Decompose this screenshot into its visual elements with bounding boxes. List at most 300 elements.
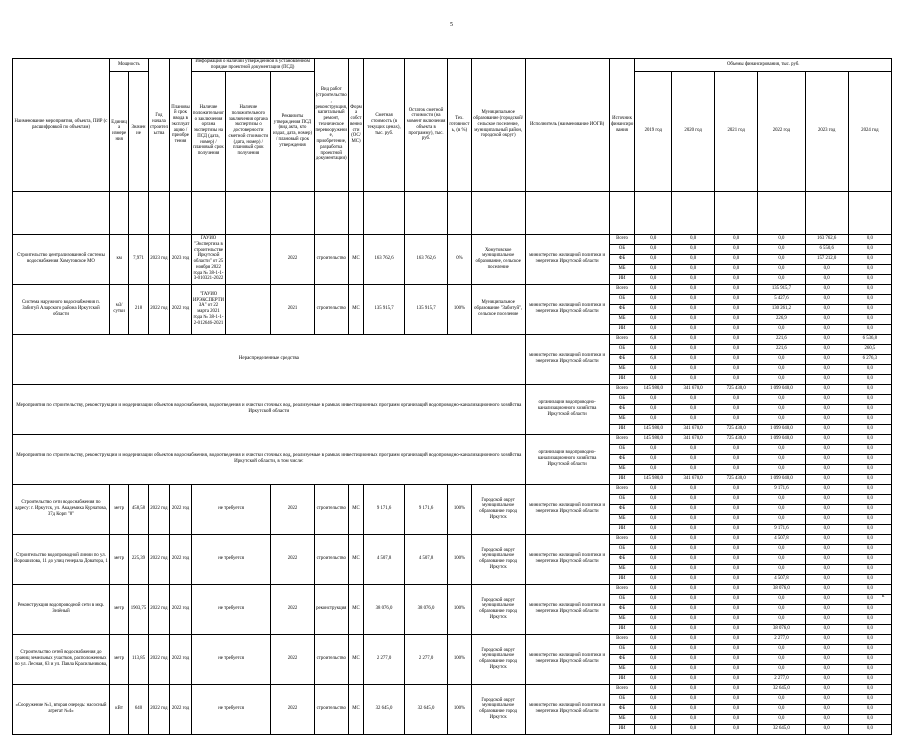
source-code: ИИ [609, 624, 635, 634]
source-code: ФБ [609, 304, 635, 314]
source-code: МБ [609, 264, 635, 274]
object-psd-approval: 2022 [271, 634, 314, 684]
source-code: ИИ [609, 424, 635, 434]
funding-value: 0,0 [715, 654, 758, 664]
funding-value: 0,0 [715, 514, 758, 524]
funding-value: 0,0 [715, 234, 758, 244]
funding-value: 2 277,0 [758, 674, 805, 684]
funding-value: 0,0 [848, 444, 891, 454]
funding-value: 0,0 [672, 494, 715, 504]
funding-value: 0,0 [848, 524, 891, 534]
funding-value: 6 550,6 [805, 244, 848, 254]
funding-value: 0,0 [715, 604, 758, 614]
funding-value: 0,0 [848, 394, 891, 404]
funding-value: 0,0 [805, 594, 848, 604]
funding-value: 0,0 [715, 624, 758, 634]
funding-value: 0,0 [848, 644, 891, 654]
object-executor: министерство жилищной политики и энергетики Иркутской области [525, 684, 609, 734]
object-executor: министерство жилищной политики и энергетики Иркутской области [525, 484, 609, 534]
funding-value: 4 507,8 [758, 534, 805, 544]
col-capacity: Мощность [109, 59, 148, 72]
funding-value: 0,0 [672, 594, 715, 604]
funding-value: 0,0 [848, 484, 891, 494]
funding-value: 0,0 [715, 554, 758, 564]
funding-value: 0,0 [672, 334, 715, 344]
funding-value: 163 762,6 [805, 234, 848, 244]
funding-value: 0,0 [672, 404, 715, 414]
funding-value: 0,0 [848, 284, 891, 294]
table-row [13, 434, 892, 444]
object-readiness: 100% [448, 684, 472, 734]
object-municipality: Городской округ муниципальное образование город Иркутск [471, 684, 525, 734]
funding-table-sheet [12, 58, 892, 735]
funding-value: 0,0 [635, 524, 672, 534]
object-psd-expertise: не требуется [191, 634, 271, 684]
object-estimate: 9 171,6 [364, 484, 405, 534]
funding-value: 0,0 [672, 514, 715, 524]
source-code: ФБ [609, 654, 635, 664]
col-psd-approval: Реквизиты утверждения ПСД (вид акта, кто издал, дата, номер) / плановый срок утверждения [271, 71, 314, 191]
funding-value: 0,0 [672, 504, 715, 514]
object-end-year: 2022 год [170, 584, 192, 634]
funding-value: 9 171,6 [758, 484, 805, 494]
object-name: Система наружного водоснабжения п. Забитуй Аларского района Иркутской области [13, 284, 110, 334]
source-code: Всего [609, 684, 635, 694]
funding-value: 0,0 [848, 564, 891, 574]
funding-value: 0,0 [635, 604, 672, 614]
funding-value: 0,0 [672, 664, 715, 674]
col-work-type: Вид работ (строительство, реконструкция, капитальный ремонт, техническое перевооружение, приобретение, разработка проектной документации) [314, 59, 348, 192]
funding-value: 0,0 [635, 664, 672, 674]
funding-value: 0,0 [672, 564, 715, 574]
funding-value: 0,0 [848, 694, 891, 704]
funding-value: 0,0 [715, 564, 758, 574]
col-name: Наименование мероприятия, объекта, ПИР (с расшифровкой по объектам) [13, 59, 110, 192]
funding-value: 0,0 [635, 654, 672, 664]
object-name: Строительство водопроводной линии по ул. Ворошилова, 11 до улиц генерала Доватора, 1 [13, 534, 110, 584]
funding-value: 260,5 [848, 344, 891, 354]
funding-value: 0,0 [635, 504, 672, 514]
funding-value: 0,0 [805, 704, 848, 714]
object-estimate: 4 507,8 [364, 534, 405, 584]
col-plan-year: Плановый срок ввода в эксплуатацию / приобретения [170, 59, 192, 192]
object-psd-approval: 2022 [271, 484, 314, 534]
group-executor: организации водопроводно-канализационного хозяйства Иркутской области [525, 384, 609, 434]
object-executor: министерство жилищной политики и энергетики Иркутской области [525, 234, 609, 284]
funding-value: 0,0 [848, 464, 891, 474]
funding-value: 0,0 [635, 644, 672, 654]
funding-value: 0,0 [635, 364, 672, 374]
funding-value: 0,0 [805, 324, 848, 334]
source-code: Всего [609, 434, 635, 444]
funding-value: 0,0 [805, 664, 848, 674]
funding-value: 725 430,0 [715, 384, 758, 394]
funding-value: 0,0 [805, 314, 848, 324]
funding-value: 0,0 [805, 564, 848, 574]
funding-value: 0,0 [848, 474, 891, 484]
object-municipality: Городской округ муниципальное образование город Иркутск [471, 484, 525, 534]
funding-value: 0,0 [805, 404, 848, 414]
funding-value: 0,0 [672, 374, 715, 384]
funding-value: 0,0 [672, 484, 715, 494]
funding-value: 0,0 [758, 234, 805, 244]
funding-value: 0,0 [848, 234, 891, 244]
funding-value: 9 171,6 [758, 524, 805, 534]
funding-value: 0,0 [848, 684, 891, 694]
source-code: ИИ [609, 274, 635, 284]
source-code: МБ [609, 514, 635, 524]
funding-value: 0,0 [672, 614, 715, 624]
object-end-year: 2023 год [170, 234, 192, 284]
object-psd-approval: 2022 [271, 234, 314, 284]
object-executor: министерство жилищной политики и энергетики Иркутской области [525, 534, 609, 584]
object-psd-expertise: не требуется [191, 684, 271, 734]
funding-value: 0,0 [635, 494, 672, 504]
funding-value: 0,0 [715, 494, 758, 504]
object-municipality: Муниципальное образование "Забитуй", сельское поселение [471, 284, 525, 334]
object-psd-approval: 2021 [271, 284, 314, 334]
source-code: Всего [609, 384, 635, 394]
object-remaining: 163 762,6 [405, 234, 448, 284]
funding-value: 0,0 [715, 724, 758, 734]
funding-value: 0,0 [672, 324, 715, 334]
funding-value: 0,0 [715, 504, 758, 514]
col-year: 2019 год [635, 71, 672, 191]
object-value: 640 [129, 684, 148, 734]
funding-value: 0,0 [715, 284, 758, 294]
object-start-year: 2022 год [148, 284, 170, 334]
funding-value: 0,0 [805, 574, 848, 584]
funding-value: 0,0 [758, 594, 805, 604]
funding-value: 0,0 [805, 414, 848, 424]
funding-value: 0,0 [672, 254, 715, 264]
funding-value: 0,0 [848, 594, 891, 604]
funding-value: 0,0 [672, 674, 715, 684]
funding-value: 0,0 [848, 404, 891, 414]
object-psd-expertise: не требуется [191, 534, 271, 584]
funding-value: 0,0 [672, 524, 715, 534]
funding-value: 0,0 [635, 234, 672, 244]
funding-value: 0,0 [635, 564, 672, 574]
source-code: ФБ [609, 604, 635, 614]
object-psd-reliability [226, 234, 271, 284]
funding-value: 0,0 [848, 304, 891, 314]
funding-value: 0,0 [805, 604, 848, 614]
funding-value: 0,0 [805, 714, 848, 724]
funding-value: 0,0 [805, 504, 848, 514]
source-code: ФБ [609, 254, 635, 264]
funding-value: 0,0 [635, 694, 672, 704]
funding-value: 0,0 [672, 414, 715, 424]
funding-value: 0,0 [715, 454, 758, 464]
funding-value: 0,0 [635, 444, 672, 454]
object-municipality: Городской округ муниципальное образование город Иркутск [471, 584, 525, 634]
funding-value: 0,0 [715, 464, 758, 474]
funding-value: 0,0 [848, 534, 891, 544]
funding-value: 0,0 [848, 314, 891, 324]
funding-value: 0,0 [672, 394, 715, 404]
source-code: ОБ [609, 294, 635, 304]
funding-value: 0,0 [672, 624, 715, 634]
funding-value: 0,0 [758, 494, 805, 504]
funding-value: 0,0 [805, 544, 848, 554]
table-row [13, 684, 892, 694]
col-ownership: Форма собственности (ОС/МС) [349, 59, 364, 192]
undistributed-funds: Нераспределенные средства [13, 334, 526, 384]
funding-value: 0,0 [635, 704, 672, 714]
funding-value: 0,0 [715, 704, 758, 714]
funding-value: 0,0 [715, 374, 758, 384]
object-psd-expertise: не требуется [191, 584, 271, 634]
source-code: МБ [609, 564, 635, 574]
group-executor: министерство жилищной политики и энергетики Иркутской области [525, 334, 609, 384]
funding-value: 0,0 [672, 704, 715, 714]
funding-value: 0,0 [805, 424, 848, 434]
col-unit: Единица измерения [109, 71, 128, 191]
funding-value: 0,0 [805, 464, 848, 474]
funding-value: 0,0 [758, 554, 805, 564]
object-municipality: Хомутовское муниципальное образование, сельское поселение [471, 234, 525, 284]
object-value: 113,85 [129, 634, 148, 684]
funding-value: 6 276,3 [848, 354, 891, 364]
funding-value: 0,0 [715, 684, 758, 694]
funding-value: 0,0 [805, 674, 848, 684]
object-unit: метр [109, 484, 128, 534]
source-code: Всего [609, 284, 635, 294]
funding-value: 0,0 [635, 404, 672, 414]
funding-value: 0,0 [805, 634, 848, 644]
funding-value: 1 099 040,0 [758, 434, 805, 444]
funding-value: 0,0 [805, 264, 848, 274]
funding-value: 0,0 [758, 274, 805, 284]
funding-value: 0,0 [805, 624, 848, 634]
funding-value: 0,0 [635, 514, 672, 524]
object-work-type: строительство [314, 684, 348, 734]
object-psd-expertise: не требуется [191, 484, 271, 534]
source-code: МБ [609, 364, 635, 374]
object-work-type: строительство [314, 234, 348, 284]
funding-value: 0,0 [848, 614, 891, 624]
funding-value: 341 670,0 [672, 474, 715, 484]
funding-value: 0,0 [635, 724, 672, 734]
funding-value: 0,0 [635, 314, 672, 324]
funding-value: 0,0 [715, 714, 758, 724]
funding-value: 0,0 [672, 354, 715, 364]
funding-value: 38 076,0 [758, 624, 805, 634]
funding-value: 341 670,0 [672, 434, 715, 444]
object-ownership: МС [349, 684, 364, 734]
object-readiness: 100% [448, 284, 472, 334]
funding-value: 6,8 [635, 354, 672, 364]
funding-value: 0,0 [635, 484, 672, 494]
object-end-year: 2022 год [170, 284, 192, 334]
object-psd-approval: 2022 [271, 584, 314, 634]
table-row [13, 384, 892, 394]
col-year: 2022 год [758, 71, 805, 191]
source-code: ИИ [609, 674, 635, 684]
table-header [13, 59, 892, 235]
col-psd-reliability: Наличие положительного заключения органа экспертизы о достоверности сметной стоимости (дата, номер) / плановый срок получения [226, 71, 271, 191]
funding-value: 0,0 [672, 444, 715, 454]
object-municipality: Городской округ муниципальное образование город Иркутск [471, 534, 525, 584]
funding-value: 0,0 [758, 444, 805, 454]
funding-value: 0,0 [805, 444, 848, 454]
funding-value: 0,0 [805, 514, 848, 524]
group-executor: организации водопроводно-канализационного хозяйства Иркутской области [525, 434, 609, 484]
funding-value: 0,0 [715, 664, 758, 674]
funding-value: 0,0 [848, 604, 891, 614]
funding-value: 0,0 [758, 544, 805, 554]
funding-value: 0,0 [758, 614, 805, 624]
funding-value: 0,0 [758, 564, 805, 574]
funding-value: 0,0 [805, 354, 848, 364]
funding-value: 0,0 [848, 454, 891, 464]
funding-table [12, 58, 892, 735]
source-code: Всего [609, 484, 635, 494]
funding-value: 0,0 [635, 544, 672, 554]
funding-value: 0,0 [635, 374, 672, 384]
object-name: Реконструкция водопроводной сети в мкр. Зелёный [13, 584, 110, 634]
source-code: Всего [609, 634, 635, 644]
funding-value: 0,0 [715, 394, 758, 404]
funding-value: 0,0 [805, 474, 848, 484]
source-code: МБ [609, 464, 635, 474]
funding-value: 0,0 [848, 574, 891, 584]
funding-value: 0,0 [672, 454, 715, 464]
object-work-type: строительство [314, 484, 348, 534]
source-code: МБ [609, 664, 635, 674]
funding-value: 0,0 [715, 404, 758, 414]
funding-value: 0,0 [672, 364, 715, 374]
object-unit: км [109, 234, 128, 284]
object-unit: метр [109, 634, 128, 684]
funding-value: 0,0 [848, 554, 891, 564]
object-ownership: МС [349, 284, 364, 334]
funding-value: 0,0 [848, 324, 891, 334]
funding-value: 0,0 [758, 254, 805, 264]
funding-value: 0,0 [635, 594, 672, 604]
source-code: Всего [609, 534, 635, 544]
object-psd-expertise: ГАУИО "Экспертиза в строительстве Иркутской области" от 25 ноября 2022 года № 38-1-1-3-010321-2022 [191, 234, 225, 284]
funding-value: 0,0 [805, 584, 848, 594]
funding-value: 0,0 [635, 584, 672, 594]
funding-value: 0,0 [635, 294, 672, 304]
page-number: 5 [450, 22, 453, 28]
source-code: ИИ [609, 324, 635, 334]
table-body [13, 234, 892, 734]
funding-value: 0,0 [672, 644, 715, 654]
funding-value: 0,0 [672, 344, 715, 354]
funding-value: 0,0 [758, 404, 805, 414]
funding-value: 1 099 040,0 [758, 384, 805, 394]
col-psd-group: Информация о наличии утвержденной в установленном порядке проектной документации (ПСД) [191, 59, 314, 72]
object-work-type: строительство [314, 634, 348, 684]
source-code: ОБ [609, 344, 635, 354]
funding-value: 0,0 [805, 394, 848, 404]
funding-value: 157 212,0 [805, 254, 848, 264]
funding-value: 0,0 [635, 454, 672, 464]
funding-value: 145 980,0 [635, 474, 672, 484]
funding-value: 0,0 [848, 584, 891, 594]
funding-value: 0,0 [672, 284, 715, 294]
table-row [13, 334, 892, 344]
funding-value: 0,0 [635, 624, 672, 634]
funding-value: 0,0 [848, 294, 891, 304]
funding-value: 0,0 [848, 674, 891, 684]
funding-value: 32 645,0 [758, 724, 805, 734]
funding-value: 0,0 [672, 554, 715, 564]
funding-value: 0,0 [848, 424, 891, 434]
funding-value: 0,0 [635, 344, 672, 354]
funding-value: 0,0 [672, 714, 715, 724]
funding-value: 0,0 [715, 244, 758, 254]
source-code: ФБ [609, 454, 635, 464]
funding-value: 0,0 [715, 694, 758, 704]
funding-value: 0,0 [715, 334, 758, 344]
funding-value: 0,0 [758, 354, 805, 364]
table-row [13, 484, 892, 494]
funding-value: 0,0 [672, 604, 715, 614]
funding-value: 0,0 [715, 344, 758, 354]
object-remaining: 38 076,0 [405, 584, 448, 634]
object-readiness: 100% [448, 634, 472, 684]
funding-value: 0,0 [635, 554, 672, 564]
funding-value: 0,0 [715, 674, 758, 684]
funding-value: 0,0 [805, 724, 848, 734]
funding-value: 0,0 [805, 304, 848, 314]
edge-mark: к [882, 594, 885, 599]
funding-value: 0,0 [805, 684, 848, 694]
source-code: ОБ [609, 394, 635, 404]
funding-value: 145 980,0 [635, 424, 672, 434]
funding-value: 0,0 [758, 644, 805, 654]
funding-value: 0,0 [715, 414, 758, 424]
funding-value: 0,0 [715, 534, 758, 544]
funding-value: 0,0 [672, 314, 715, 324]
funding-value: 0,0 [805, 434, 848, 444]
object-executor: министерство жилищной политики и энергетики Иркутской области [525, 284, 609, 334]
funding-value: 0,0 [672, 244, 715, 254]
source-code: ФБ [609, 554, 635, 564]
funding-value: 0,0 [805, 384, 848, 394]
funding-value: 0,0 [848, 654, 891, 664]
funding-value: 0,0 [635, 634, 672, 644]
funding-value: 0,0 [758, 464, 805, 474]
funding-value: 0,0 [672, 544, 715, 554]
object-ownership: МС [349, 484, 364, 534]
col-year: 2024 год [848, 71, 891, 191]
source-code: ОБ [609, 544, 635, 554]
funding-value: 0,0 [848, 244, 891, 254]
funding-value: 0,0 [672, 634, 715, 644]
object-estimate: 2 277,0 [364, 634, 405, 684]
source-code: ФБ [609, 704, 635, 714]
funding-value: 0,0 [635, 274, 672, 284]
object-start-year: 2022 год [148, 584, 170, 634]
funding-value: 341 670,0 [672, 384, 715, 394]
funding-value: 0,0 [758, 454, 805, 464]
funding-value: 0,0 [848, 544, 891, 554]
funding-value: 0,0 [635, 304, 672, 314]
object-start-year: 2022 год [148, 534, 170, 584]
funding-value: 0,0 [635, 324, 672, 334]
object-work-type: строительство [314, 534, 348, 584]
object-start-year: 2022 год [148, 634, 170, 684]
funding-value: 0,0 [715, 294, 758, 304]
funding-value: 0,0 [672, 724, 715, 734]
source-code: ИИ [609, 724, 635, 734]
object-estimate: 135 915,7 [364, 284, 405, 334]
